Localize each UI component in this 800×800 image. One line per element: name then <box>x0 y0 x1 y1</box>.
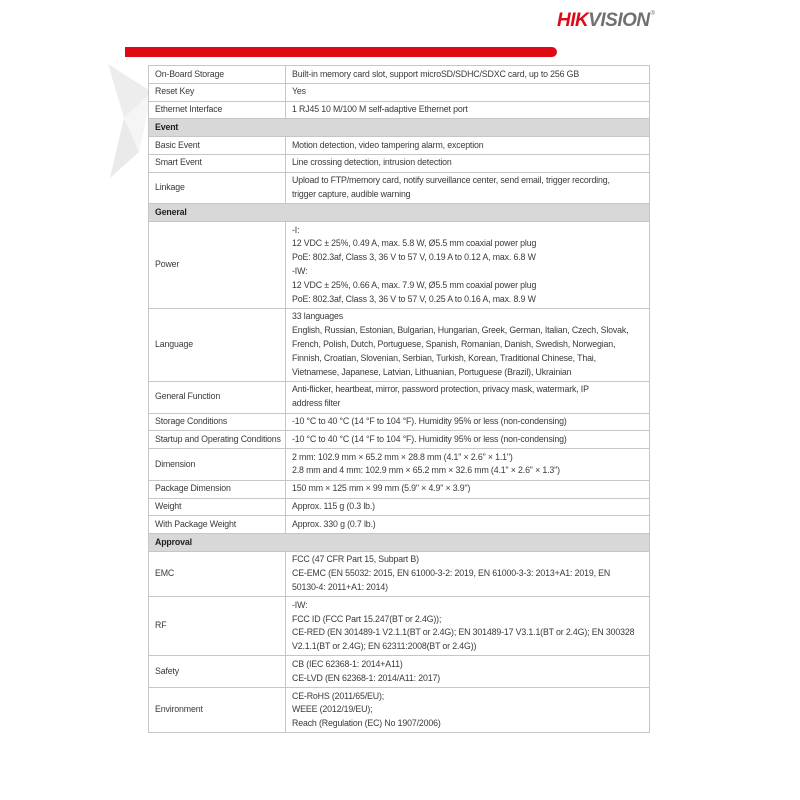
section-header-row <box>149 119 649 137</box>
spec-value-line: English, Russian, Estonian, Bulgarian, Hungarian, Greek, German, Italian, Czech, Slovak, <box>292 325 629 336</box>
brand-logo <box>557 10 654 32</box>
spec-row <box>149 173 649 205</box>
spec-row <box>149 155 649 173</box>
spec-row <box>149 499 649 517</box>
spec-value-line: -10 °C to 40 °C (14 °F to 104 °F). Humidity 95% or less (non-condensing) <box>292 416 567 427</box>
spec-value-line: WEEE (2012/19/EU); <box>292 704 373 715</box>
spec-value-line: -10 °C to 40 °C (14 °F to 104 °F). Humidity 95% or less (non-condensing) <box>292 433 567 444</box>
spec-value <box>286 137 649 154</box>
spec-row <box>149 222 649 309</box>
spec-value <box>286 414 649 431</box>
spec-value-line: CB (IEC 62368-1: 2014+A11) <box>292 658 403 669</box>
spec-row <box>149 309 649 382</box>
spec-value-line: Finnish, Croatian, Slovenian, Serbian, Turkish, Korean, Traditional Chinese, Thai, <box>292 352 596 363</box>
spec-label: Safety <box>149 656 286 687</box>
spec-value-line: Upload to FTP/memory card, notify surveillance center, send email, trigger recording, <box>292 175 610 186</box>
spec-value <box>286 66 649 83</box>
spec-value <box>286 516 649 533</box>
spec-row <box>149 102 649 120</box>
spec-value <box>286 309 649 381</box>
spec-label: Package Dimension <box>149 481 286 498</box>
spec-value-line: 2.8 mm and 4 mm: 102.9 mm × 65.2 mm × 32.6 mm (4.1" × 2.6" × 1.3") <box>292 465 560 476</box>
spec-value-line: trigger capture, audible warning <box>292 189 411 200</box>
spec-row <box>149 137 649 155</box>
spec-value <box>286 222 649 308</box>
spec-value-line: CE-RoHS (2011/65/EU); <box>292 690 385 701</box>
spec-label: Storage Conditions <box>149 414 286 431</box>
spec-label: Basic Event <box>149 137 286 154</box>
spec-value <box>286 597 649 655</box>
spec-value <box>286 84 649 101</box>
spec-value <box>286 481 649 498</box>
spec-value-line: 150 mm × 125 mm × 99 mm (5.9" × 4.9" × 3.9") <box>292 483 471 494</box>
spec-value-line: Yes <box>292 86 306 97</box>
spec-value-line: FCC ID (FCC Part 15.247(BT or 2.4G)); <box>292 613 442 624</box>
spec-value-line: Vietnamese, Japanese, Latvian, Lithuanian, Portuguese (Brazil), Ukrainian <box>292 366 572 377</box>
spec-value-line: Approx. 330 g (0.7 lb.) <box>292 518 376 529</box>
spec-value <box>286 449 649 480</box>
spec-value <box>286 656 649 687</box>
spec-label: On-Board Storage <box>149 66 286 83</box>
spec-value <box>286 173 649 204</box>
spec-row <box>149 449 649 481</box>
section-title: Event <box>155 121 179 132</box>
spec-row <box>149 382 649 414</box>
spec-value-line: Motion detection, video tampering alarm, exception <box>292 139 484 150</box>
spec-label: Dimension <box>149 449 286 480</box>
spec-label: Reset Key <box>149 84 286 101</box>
spec-label: Power <box>149 222 286 308</box>
logo-vision-text: VISION <box>588 10 650 31</box>
spec-label: RF <box>149 597 286 655</box>
spec-row <box>149 552 649 597</box>
spec-label: Weight <box>149 499 286 516</box>
section-header-row <box>149 204 649 222</box>
section-header-row <box>149 534 649 552</box>
spec-table <box>148 65 650 733</box>
spec-row <box>149 688 649 733</box>
spec-value-line: French, Polish, Dutch, Portuguese, Spanish, Romanian, Danish, Swedish, Norwegian, <box>292 339 616 350</box>
spec-value <box>286 155 649 172</box>
spec-value-line: 12 VDC ± 25%, 0.49 A, max. 5.8 W, Ø5.5 mm coaxial power plug <box>292 238 537 249</box>
spec-value-line: 12 VDC ± 25%, 0.66 A, max. 7.9 W, Ø5.5 mm coaxial power plug <box>292 279 537 290</box>
accent-divider-bar <box>125 47 557 57</box>
section-title: Approval <box>155 536 192 547</box>
spec-label: Language <box>149 309 286 381</box>
spec-value-line: CE-RED (EN 301489-1 V2.1.1(BT or 2.4G); EN 301489-17 V3.1.1(BT or 2.4G); EN 300328 <box>292 627 635 638</box>
spec-value-line: 1 RJ45 10 M/100 M self-adaptive Ethernet port <box>292 104 468 115</box>
spec-label: Smart Event <box>149 155 286 172</box>
spec-value-line: 33 languages <box>292 311 344 322</box>
spec-value <box>286 382 649 413</box>
spec-value <box>286 552 649 596</box>
spec-value-line: V2.1.1(BT or 2.4G); EN 62311:2008(BT or 2.4G)) <box>292 641 477 652</box>
spec-row <box>149 516 649 534</box>
spec-row <box>149 66 649 84</box>
spec-row <box>149 481 649 499</box>
spec-value <box>286 499 649 516</box>
spec-label: EMC <box>149 552 286 596</box>
spec-value-line: Reach (Regulation (EC) No 1907/2006) <box>292 718 441 729</box>
spec-value-line: 50130-4: 2011+A1: 2014) <box>292 582 388 592</box>
spec-row <box>149 656 649 688</box>
section-title: General <box>155 206 187 217</box>
spec-value-line: Line crossing detection, intrusion detection <box>292 157 452 168</box>
spec-value-line: PoE: 802.3af, Class 3, 36 V to 57 V, 0.19 A to 0.12 A, max. 6.8 W <box>292 252 536 263</box>
spec-value-line: PoE: 802.3af, Class 3, 36 V to 57 V, 0.25 A to 0.16 A, max. 8.9 W <box>292 293 536 304</box>
spec-label: General Function <box>149 382 286 413</box>
spec-value-line: 2 mm: 102.9 mm × 65.2 mm × 28.8 mm (4.1" × 2.6" × 1.1") <box>292 451 513 462</box>
spec-label: Environment <box>149 688 286 732</box>
spec-value <box>286 688 649 732</box>
spec-value-line: CE-EMC (EN 55032: 2015, EN 61000-3-2: 2019, EN 61000-3-3: 2013+A1: 2019, EN <box>292 568 611 579</box>
spec-label: Linkage <box>149 173 286 204</box>
spec-value-line: address filter <box>292 398 341 409</box>
spec-label: Ethernet Interface <box>149 102 286 119</box>
spec-value-line: Built-in memory card slot, support microSD/SDHC/SDXC card, up to 256 GB <box>292 68 580 79</box>
spec-row <box>149 431 649 449</box>
spec-row <box>149 84 649 102</box>
spec-value-line: -IW: <box>292 266 308 277</box>
spec-value-line: FCC (47 CFR Part 15, Subpart B) <box>292 554 419 565</box>
spec-value-line: CE-LVD (EN 62368-1: 2014/A11: 2017) <box>292 672 440 683</box>
spec-value <box>286 431 649 448</box>
logo-hik-text: HIK <box>557 10 589 31</box>
spec-value-line: -IW: <box>292 599 308 610</box>
spec-label: With Package Weight <box>149 516 286 533</box>
spec-row <box>149 597 649 656</box>
spec-value-line: -I: <box>292 224 300 235</box>
spec-row <box>149 414 649 432</box>
spec-value-line: Anti-flicker, heartbeat, mirror, password protection, privacy mask, watermark, IP <box>292 384 589 395</box>
spec-value <box>286 102 649 119</box>
registered-trademark-icon: ® <box>650 11 655 17</box>
spec-value-line: Approx. 115 g (0.3 lb.) <box>292 501 375 512</box>
spec-label: Startup and Operating Conditions <box>149 431 286 448</box>
